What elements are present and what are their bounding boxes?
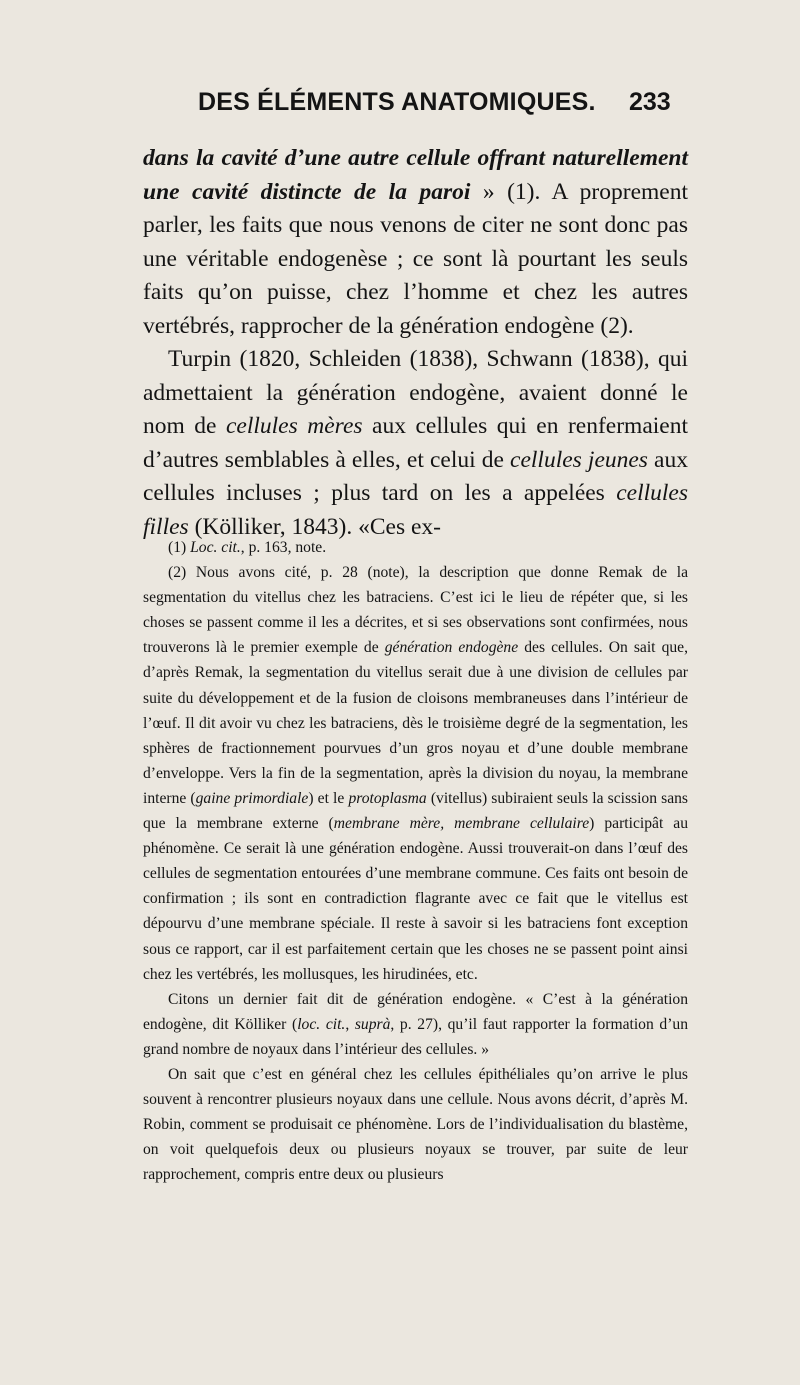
italic-text: cellules filles xyxy=(143,480,688,540)
footnote xyxy=(143,1062,688,1187)
text-run: Turpin (1820, Schleiden (1838), Schwann (1838), qui admettaient la génération endogène, avaient donné le nom de xyxy=(143,346,688,439)
running-header xyxy=(0,88,800,128)
italic-text: gaine primordiale xyxy=(195,789,309,807)
footnotes xyxy=(143,535,688,1187)
main-text xyxy=(143,142,688,544)
text-run: » (1). A proprement parler, les faits que nous venons de citer ne sont donc pas une véritable endogenèse ; ce sont là pourtant les seuls faits qu’on puisse, chez l’homme et chez les autres vertébrés, rapprocher de la génération endogène (2). xyxy=(143,178,688,339)
text-run: aux cellules incluses ; plus tard on les a appelées xyxy=(143,446,688,506)
italic-text: cellules jeunes xyxy=(510,446,648,473)
italic-text: membrane mère, membrane cellulaire xyxy=(333,815,590,833)
footnote xyxy=(143,560,688,987)
text-run: ) et le xyxy=(308,789,349,807)
main-paragraph xyxy=(143,343,688,544)
text-run: (2) Nous avons cité, p. 28 (note), la description que donne Remak de la segmentation du vitellus chez les batraciens. C’est ici le lieu de répéter que, si les choses se passent comme il les a décrites, et si ses observations sont confirmées, nous trouverons là le premier exemple de xyxy=(143,564,688,657)
italic-text: protoplasma xyxy=(348,789,427,807)
bold-italic-text: dans la cavité d’une autre cellule offrant naturellement une cavité distincte de la paroi xyxy=(143,145,688,205)
italic-text: Loc. cit. xyxy=(190,539,241,556)
footnote xyxy=(143,987,688,1062)
text-run: On sait que c’est en général chez les cellules épithéliales qu’on arrive le plus souvent à rencontrer plusieurs noyaux dans une cellule. Nous avons décrit, d’après M. Robin, comment se produisait ce phénomène. Lors de l’individualisation du blastème, on voit quelquefois deux ou plusieurs noyaux se trouver, par suite de leur rapprochement, compris entre deux ou plusieurs xyxy=(143,1065,688,1184)
italic-text: loc. cit. xyxy=(297,1015,346,1033)
italic-text: cellules mères xyxy=(225,413,363,439)
italic-text: génération endogène xyxy=(384,639,519,657)
text-run: ) participât au phénomène. Ce serait là une génération endogène. Aussi trouverait-on dans l’œuf des cellules de segmentation entourées d’une membrane commune. Ces faits ont besoin de confirmation ; ils sont en contradiction flagrante avec ce fait que le vitellus est dépourvu d’une membrane spéciale. Il reste à savoir si les batraciens font exception sous ce rapport, car il est parfaitement certain que les choses ne se passent point ainsi chez les vertébrés, les mollusques, les hirudinées, etc. xyxy=(143,815,689,983)
text-run: (Kölliker, 1843). «Ces ex- xyxy=(188,513,441,540)
running-title: DES ÉLÉMENTS ANATOMIQUES. xyxy=(198,88,596,116)
main-paragraph xyxy=(143,142,688,343)
page-number: 233 xyxy=(629,88,671,116)
text-run: , p. 163, note. xyxy=(240,539,327,556)
text-run: , xyxy=(345,1015,355,1033)
text-run: (vitellus) subiraient seuls la scission sans que la membrane externe ( xyxy=(143,789,688,833)
text-run: , p. 27), qu’il faut rapporter la formation d’un grand nombre de noyaux dans l’intérieur des cellules. » xyxy=(143,1015,689,1058)
text-run: Citons un dernier fait dit de génération endogène. « C’est à la génération endogène, dit Kölliker ( xyxy=(143,990,688,1033)
italic-text: suprà xyxy=(354,1015,391,1033)
text-run: des cellules. On sait que, d’après Remak, la segmentation du vitellus serait due à une division de cellules par suite du développement et de la fusion de cloisons membraneuses dans l’intérieur de l’œuf. Il dit avoir vu chez les batraciens, dès le troisième degré de la segmentation, les sphères de fractionnement pourvues d’un gros noyau et d’une double membrane d’enveloppe. Vers la fin de la segmentation, après la division du noyau, la membrane interne ( xyxy=(143,639,688,807)
footnote xyxy=(143,535,688,560)
text-run: (1) xyxy=(168,539,191,556)
text-run: aux cellules qui en renfermaient d’autres semblables à elles, et celui de xyxy=(143,413,688,473)
